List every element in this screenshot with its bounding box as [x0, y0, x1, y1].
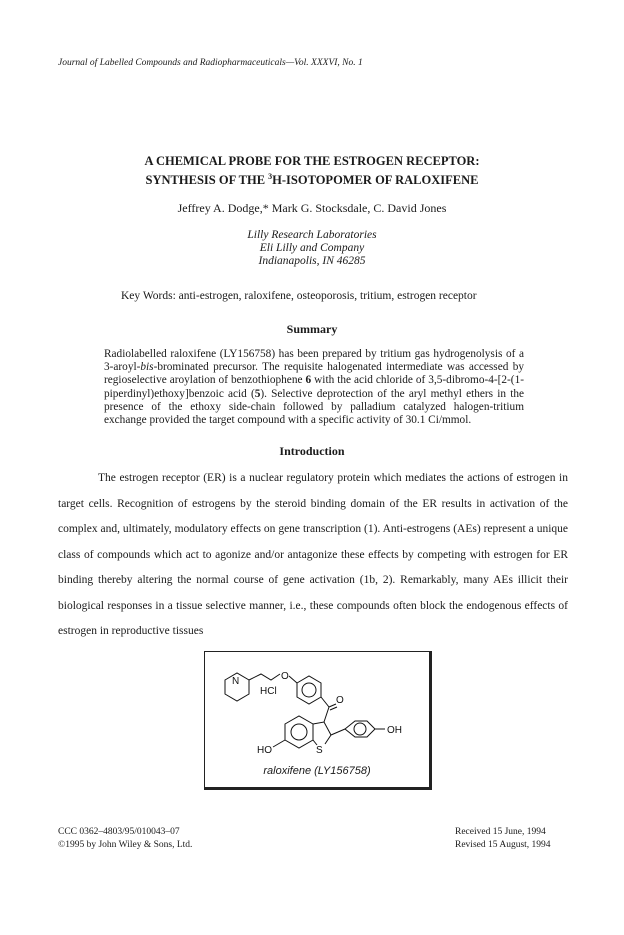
summary-text-4: ). Selective deprotection of the aryl methyl ethers in the presence of the ethoxy side-chain followed by palladium catalyzed halogen-tritium exchange provided the target compound with a specific activity of 30.1 Ci/mmol.: [104, 387, 524, 427]
atom-label-s: S: [316, 745, 323, 756]
summary-heading: Summary: [286, 322, 338, 336]
phenyl-ring-top-aromatic: [302, 683, 316, 697]
footer-copyright: [58, 826, 192, 851]
carbonyl-double-bond: [329, 704, 336, 707]
affiliation: [0, 229, 624, 268]
thiophene-ring: [313, 722, 331, 744]
summary-text: [104, 348, 524, 427]
introduction-paragraph: The estrogen receptor (ER) is a nuclear regulatory protein which mediates the actions of estrogen in target cells. Recognition of estrogens by the steroid binding domain of the ER results in activation of the complex and, ultimately, modulatory effects on gene transcription (1). Anti-estrogens (AEs) represent a unique class of compounds which act to agonize and/or antagonize these effects by competing with estrogen for ER binding thereby altering the normal course of gene activation (1b, 2). Remarkably, many AEs illicit their biological responses in a tissue selective manner, i.e., these compounds often block the endogenous effects of estrogen in reproductive tissues: [58, 472, 568, 637]
phenyl-ring-right-aromatic: [354, 723, 366, 735]
atom-label-n: N: [232, 676, 240, 687]
keywords: Key Words: anti-estrogen, raloxifene, osteoporosis, tritium, estrogen receptor: [121, 290, 477, 302]
atom-label-o-carbonyl: O: [336, 695, 344, 706]
carbonyl-c3-bond: [324, 707, 329, 722]
benzothiophene-aromatic: [291, 724, 307, 740]
carbonyl-double-bond-2: [330, 707, 337, 710]
received-date: Received 15 June, 1994: [455, 827, 546, 837]
phenol-ho-bond: [273, 740, 285, 747]
ethoxy-chain: [249, 674, 280, 680]
raloxifene-structure-figure: [204, 651, 432, 790]
atom-label-ho: HO: [257, 745, 272, 756]
authors: Jeffrey A. Dodge,* Mark G. Stocksdale, C. David Jones: [177, 201, 447, 215]
revised-date: Revised 15 August, 1994: [455, 839, 551, 850]
title-line-2-prefix: SYNTHESIS OF THE: [145, 173, 269, 188]
summary-text-3: with the acid chloride of 3,5-dibromo-4-[2-(1-piperdinyl)ethoxy]benzoic acid (: [104, 374, 524, 400]
title-line-2-suffix: H-ISOTOPOMER OF RALOXIFENE: [272, 173, 479, 188]
summary-italic: bis: [140, 361, 154, 374]
summary-text-1: Radiolabelled raloxifene (LY156758) has been prepared by tritium gas hydrogenolysis of a 3-aroyl-: [104, 348, 524, 374]
footer-dates: [455, 826, 551, 851]
benzothiophene-benzene-ring: [285, 716, 313, 748]
compound-ref-5: 5: [254, 387, 261, 400]
footer-ccc-code: CCC 0362–4803/95/010043–07: [58, 827, 180, 837]
title-line-2: [0, 169, 624, 188]
compound-ref-6: 6: [305, 374, 312, 387]
hcl-label: HCl: [260, 686, 277, 697]
title-line-1: A CHEMICAL PROBE FOR THE ESTROGEN RECEPTOR:: [144, 154, 480, 168]
affiliation-line: Eli Lilly and Company: [259, 242, 365, 254]
aryl-link-bond: [331, 729, 345, 735]
figure-caption: raloxifene (LY156758): [263, 765, 371, 777]
ether-bond: [289, 676, 297, 683]
title-superscript: 3: [268, 172, 273, 181]
affiliation-line: Indianapolis, IN 46285: [258, 255, 366, 267]
atom-label-o-ether: O: [281, 671, 289, 682]
summary-text-2: -brominated precursor. The requisite halogenated intermediate was accessed by regioselective aroylation of benzothiophene: [104, 361, 524, 387]
aryl-carbonyl-bond: [321, 697, 329, 707]
atom-label-oh: OH: [387, 725, 402, 736]
affiliation-line: Lilly Research Laboratories: [247, 229, 377, 241]
running-head: Journal of Labelled Compounds and Radiopharmaceuticals—Vol. XXXVI, No. 1: [58, 58, 363, 68]
introduction-heading: Introduction: [279, 444, 345, 458]
footer-publisher: ©1995 by John Wiley & Sons, Ltd.: [58, 839, 193, 850]
article-title: [0, 153, 624, 188]
introduction-text: [58, 466, 568, 645]
phenyl-ring-top: [297, 676, 321, 704]
